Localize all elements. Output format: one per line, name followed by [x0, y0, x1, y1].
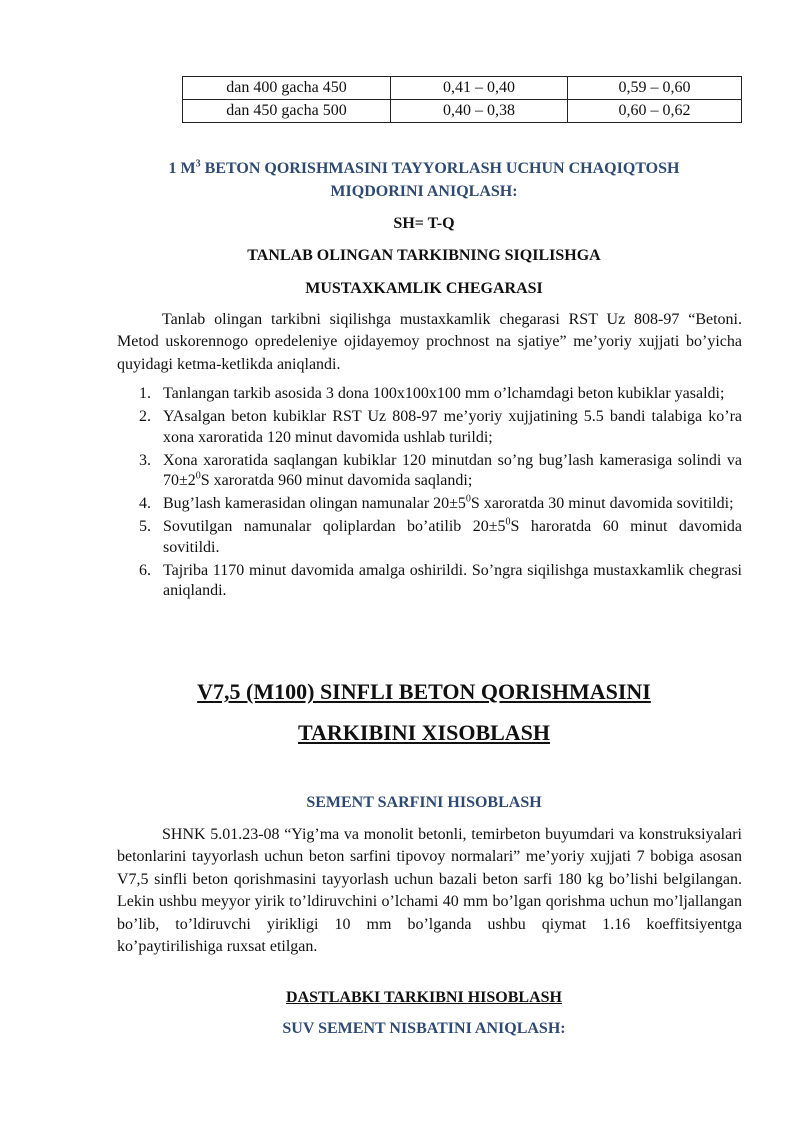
list-text: Tanlangan tarkib asosida 3 dona 100x100x100 mm o’lchamdagi beton kubiklar yasaldi; — [163, 385, 725, 402]
table-cell: 0,60 – 0,62 — [568, 100, 742, 123]
heading-prefix: 1 M — [168, 160, 196, 177]
heading-superscript: 3 — [195, 158, 201, 170]
cement-paragraph: SHNK 5.01.23-08 “Yig’ma va monolit betonli, temirbeton buyumdari va konstruksiyalari betonlarini tayyorlash uchun beton sarfini tipovoy normalari” me’yoriy xujjati 7 bobiga asosan V7,5 sinfli beton qorishmasini tayyorlash uchun bazali beton sarfi 180 kg bo’lishi belgilangan. Lekin ushbu meyyor yirik to’ldiruvchini o’lchami 40 mm bo’lgan qorishma uchun mo’ljallangan bo’lib, to’ldiruvchi yirikligi 10 mm bo’lganda ushbu qiymat 1.16 koeffitsiyentga ko’paytirilishiga ruxsat etilgan. — [117, 826, 742, 956]
table-cell: dan 450 gacha 500 — [183, 100, 391, 123]
cement-section-heading: SEMENT SARFINI HISOBLASH — [306, 794, 542, 811]
crushed-stone-heading-line2: MIQDORINI ANIQLASH: — [330, 183, 518, 200]
heading-rest: BETON QORISHMASINI TAYYORLASH UCHUN CHAQIQTOSH — [200, 160, 680, 177]
table-cell: dan 400 gacha 450 — [183, 77, 391, 100]
list-text: Bug’lash kamerasidan olingan namunalar 20±5 — [163, 495, 466, 512]
table-cell: 0,41 – 0,40 — [391, 77, 568, 100]
list-number: 6. — [139, 561, 151, 579]
list-item — [117, 494, 742, 515]
list-item — [117, 451, 742, 492]
mix-title-line2: TARKIBINI XISOBLASH — [297, 720, 551, 745]
list-number: 4. — [139, 495, 151, 512]
mix-title-line1: V7,5 (M100) SINFLI BETON QORISHMASINI — [197, 679, 651, 704]
initial-composition-heading: DASTLABKI TARKIBNI HISOBLASH — [286, 989, 562, 1006]
table-cell: 0,40 – 0,38 — [391, 100, 568, 123]
degree-superscript: 0 — [505, 516, 511, 528]
table-row — [183, 100, 742, 123]
list-number: 5. — [139, 518, 151, 535]
ratio-table — [182, 76, 742, 123]
list-number: 3. — [139, 451, 151, 469]
strength-heading-line2: MUSTAXKAMLIK CHEGARASI — [305, 280, 543, 297]
crushed-stone-heading — [110, 157, 738, 203]
intro-paragraph: Tanlab olingan tarkibni siqilishga mustaxkamlik chegarasi RST Uz 808-97 “Betoni. Metod uskorennogo opredeleniye ojidayemoy prochnost na sjatiye” me’yoriy xujjati bo’yicha quyidagi ketma-ketlikda aniqlandi. — [117, 311, 742, 373]
degree-superscript: 0 — [195, 470, 201, 482]
water-cement-heading: SUV SEMENT NISBATINI ANIQLASH: — [282, 1020, 566, 1037]
list-item — [117, 407, 742, 448]
list-number: 1. — [139, 385, 151, 402]
list-text-cont: S xaroratda 960 minut davomida saqlandi; — [200, 472, 473, 489]
table-row — [183, 77, 742, 100]
procedure-list — [117, 384, 742, 604]
list-item — [117, 561, 742, 602]
list-text: Sovutilgan namunalar qoliplardan bo’atilib 20±5 — [163, 518, 506, 535]
list-text: YAsalgan beton kubiklar RST Uz 808-97 me’yoriy xujjatining 5.5 bandi talabiga ko’ra xona xaroratida 120 minut davomida ushlab turildi; — [163, 408, 742, 446]
crushed-stone-heading-line1 — [110, 157, 738, 180]
degree-superscript: 0 — [465, 493, 471, 505]
list-text: Tajriba 1170 minut davomida amalga oshirildi. So’ngra siqilishga mustaxkamlik chegrasi aniqlandi. — [163, 561, 742, 599]
table-cell: 0,59 – 0,60 — [568, 77, 742, 100]
strength-heading-line1: TANLAB OLINGAN TARKIBNING SIQILISHGA — [247, 247, 601, 264]
list-text-cont: S haroratda 60 minut davomida sovitildi. — [163, 518, 743, 556]
list-item — [117, 384, 742, 405]
list-text: Xona xaroratida saqlangan kubiklar 120 minutdan so’ng bug’lash kamerasiga solindi va 70±2 — [163, 451, 742, 489]
list-number: 2. — [139, 408, 151, 425]
formula: SH= T-Q — [393, 215, 455, 232]
list-item — [117, 517, 742, 558]
list-text-cont: S xaroratda 30 minut davomida sovitildi; — [470, 495, 734, 512]
